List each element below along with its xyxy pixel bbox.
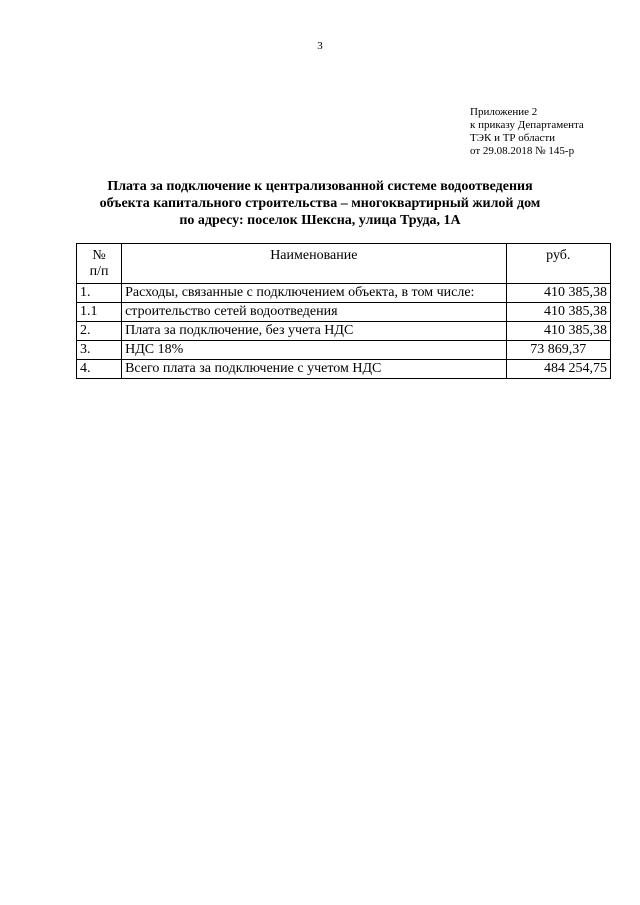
table-row bbox=[77, 360, 611, 379]
row-number: 4. bbox=[77, 360, 122, 379]
row-amount: 73 869,37 bbox=[506, 341, 610, 360]
table-row bbox=[77, 322, 611, 341]
tariff-table bbox=[76, 243, 611, 379]
row-amount: 410 385,38 bbox=[506, 284, 610, 303]
row-number: 3. bbox=[77, 341, 122, 360]
title-line: Плата за подключение к централизованной системе водоотведения bbox=[107, 179, 533, 194]
table-row bbox=[77, 341, 611, 360]
row-name: Расходы, связанные с подключением объекта, в том числе: bbox=[122, 284, 506, 303]
header-name: Наименование bbox=[122, 244, 506, 284]
header-rub: руб. bbox=[506, 244, 610, 284]
table-row bbox=[77, 303, 611, 322]
row-number: 1.1 bbox=[77, 303, 122, 322]
title-line: по адресу: поселок Шексна, улица Труда, 1А bbox=[179, 213, 461, 228]
row-amount: 410 385,38 bbox=[506, 303, 610, 322]
row-name: Всего плата за подключение с учетом НДС bbox=[122, 360, 506, 379]
table-row bbox=[77, 284, 611, 303]
header-number-line: № bbox=[92, 248, 106, 263]
row-amount: 410 385,38 bbox=[506, 322, 610, 341]
row-name: НДС 18% bbox=[122, 341, 506, 360]
appendix-line: к приказу Департамента bbox=[470, 119, 584, 131]
row-number: 1. bbox=[77, 284, 122, 303]
page-number: 3 bbox=[317, 40, 323, 52]
appendix-reference bbox=[470, 106, 584, 158]
row-name: Плата за подключение, без учета НДС bbox=[122, 322, 506, 341]
appendix-line: ТЭК и ТР области bbox=[470, 132, 556, 144]
row-name: строительство сетей водоотведения bbox=[122, 303, 506, 322]
appendix-line: от 29.08.2018 № 145-р bbox=[470, 145, 575, 157]
title-line: объекта капитального строительства – многоквартирный жилой дом bbox=[99, 196, 541, 211]
row-number: 2. bbox=[77, 322, 122, 341]
document-title bbox=[60, 178, 580, 229]
row-amount: 484 254,75 bbox=[506, 360, 610, 379]
header-number-line: п/п bbox=[89, 264, 109, 279]
appendix-line: Приложение 2 bbox=[470, 106, 538, 118]
header-number bbox=[77, 244, 122, 284]
table-header-row bbox=[77, 244, 611, 284]
